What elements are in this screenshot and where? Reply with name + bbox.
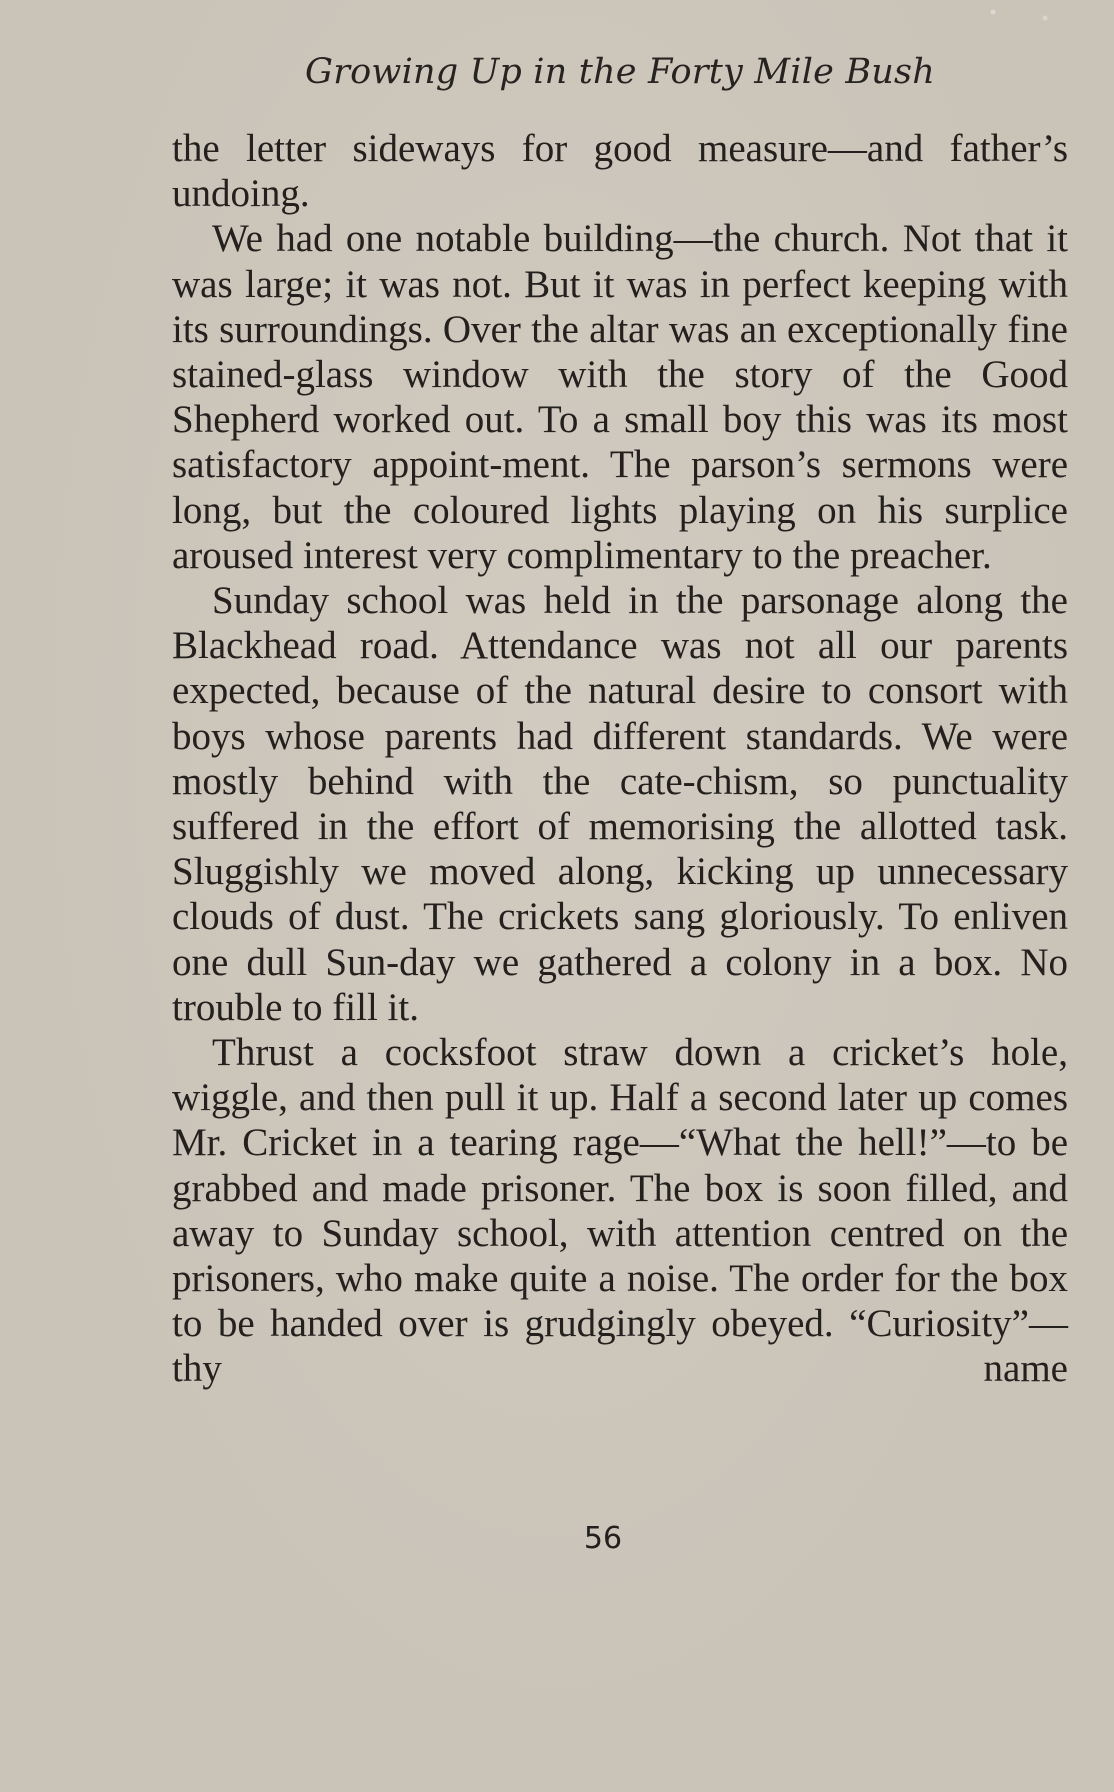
running-head: Growing Up in the Forty Mile Bush [305,52,935,92]
body-text [172,126,1068,1392]
paragraph-crickets: Thrust a cocksfoot straw down a cricket’s hole, wiggle, and then pull it up. Half a second later up comes Mr. Cricket in a tearing rage—“What the hell!”—to be grabbed and made prisoner. The box is soon filled, and away to Sunday school, with attention centred on the prisoners, who make quite a noise. The order for the box to be handed over is grudgingly obeyed. “Curiosity”—thy name [172,1031,1068,1391]
paragraph-continued: the letter sideways for good measure—and father’s undoing. [172,127,1068,216]
paper-speckle [954,0,1084,30]
page-number: 56 [583,1521,623,1556]
paragraph-sunday-school: Sunday school was held in the parsonage along the Blackhead road. Attendance was not all our parents expected, because of the natural desire to consort with boys whose parents had different standards. We were mostly behind with the cate-chism, so punctuality suffered in the effort of memorising the allotted task. Sluggishly we moved along, kicking up unnecessary clouds of dust. The crickets sang gloriously. To enliven one dull Sun-day we gathered a colony in a box. No trouble to fill it. [172,579,1068,1029]
paragraph-church: We had one notable building—the church. Not that it was large; it was not. But it was in perfect keeping with its surroundings. Over the altar was an exceptionally fine stained-glass window with the story of the Good Shepherd worked out. To a small boy this was its most satisfactory appoint-ment. The parson’s sermons were long, but the coloured lights playing on his surplice aroused interest very complimentary to the preacher. [172,217,1068,577]
